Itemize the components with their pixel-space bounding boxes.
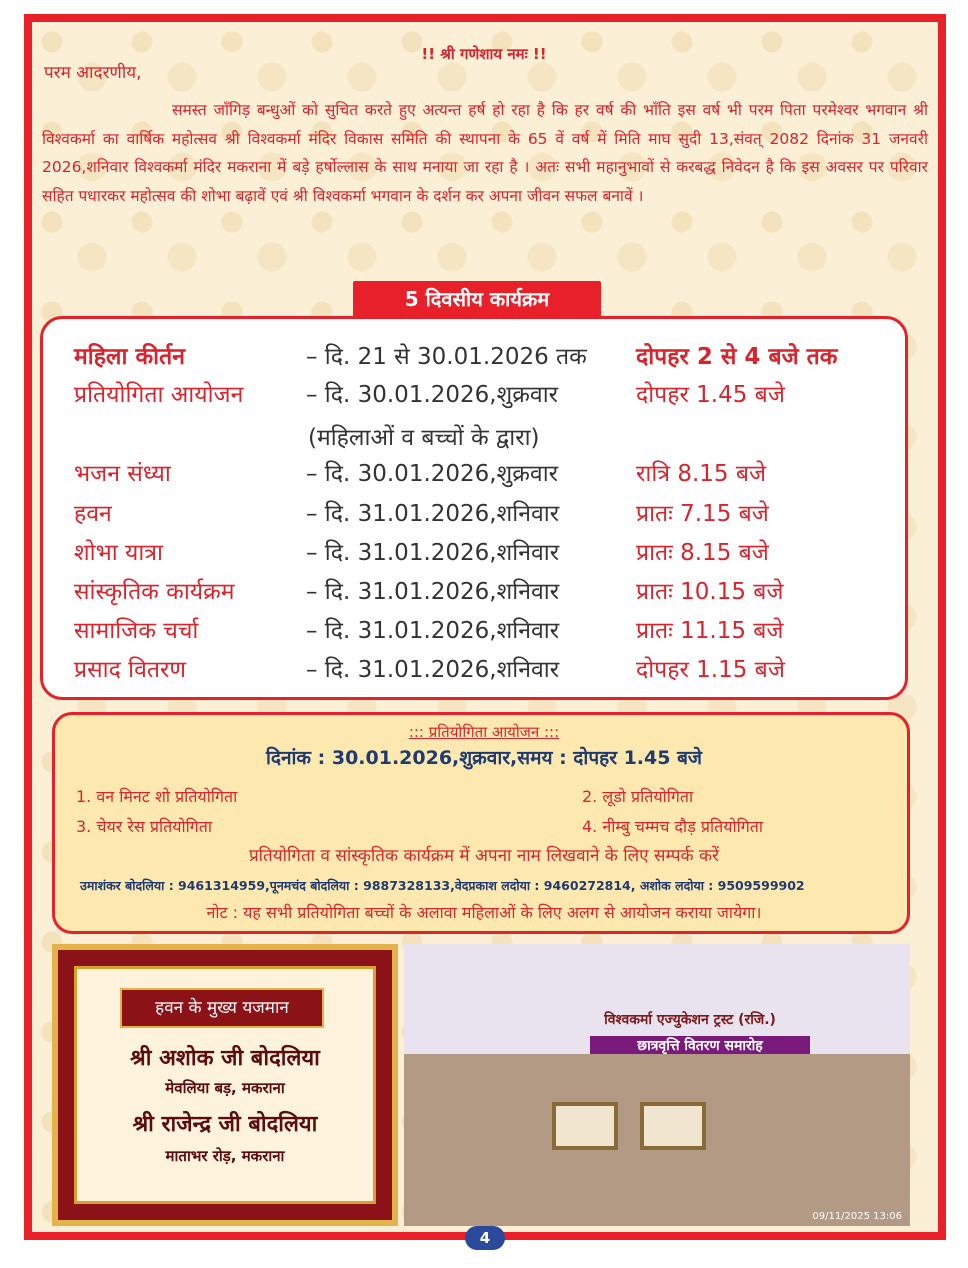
- event-time: दोपहर 1.15 बजे: [636, 657, 785, 683]
- competition-item: 1. वन मिनट शो प्रतियोगिता: [76, 787, 238, 806]
- event-date: – दि. 30.01.2026,शुक्रवार: [306, 461, 559, 487]
- intro-paragraph: समस्त जाँगिड़ बन्धुओं को सुचित करते हुए अत्यन्त हर्ष हो रहा है कि हर वर्ष की भाँति इस वर्ष भी परम पिता परमेश्वर भगवान श्री विश्वकर्मा का वार्षिक महोत्सव श्री विश्वकर्मा मंदिर विकास समिति की स्थापना के 65 वें वर्ष में मिति माघ सुदी 13,संवत् 2082 दिनांक 31 जनवरी 2026,शनिवार विश्वकर्मा मंदिर मकराना में बड़े हर्षोल्लास के साथ मनाया जा रहा है । अतः सभी महानुभावों से करबद्ध निवेदन है कि इस अवसर पर परिवार सहित पधारकर महोत्सव की शोभा बढ़ावें एवं श्री विश्वकर्मा भगवान के दर्शन कर अपना जीवन सफल बनावें ।: [42, 101, 928, 205]
- event-date: – दि. 30.01.2026,शुक्रवार: [306, 382, 559, 408]
- competition-note: नोट : यह सभी प्रतियोगिता बच्चों के अलावा महिलाओं के लिए अलग से आयोजन कराया जायेगा।: [206, 903, 762, 922]
- banner-title: विश्वकर्मा एज्युकेशन ट्रस्ट (रजि.): [604, 1012, 776, 1028]
- yajman-place: माताभर रोड़, मकराना: [165, 1147, 285, 1165]
- award-frame: [640, 1102, 706, 1150]
- yajman-card: [52, 944, 398, 1226]
- competition-heading: ::: प्रतियोगिता आयोजन :::: [408, 723, 560, 741]
- event-date: – दि. 31.01.2026,शनिवार: [306, 618, 560, 644]
- event-time: प्रातः 8.15 बजे: [636, 540, 769, 566]
- event-name: शोभा यात्रा: [74, 540, 163, 566]
- yajman-place: मेवलिया बड़, मकराना: [165, 1079, 285, 1097]
- event-time: प्रातः 11.15 बजे: [636, 618, 784, 644]
- event-date: – दि. 31.01.2026,शनिवार: [306, 579, 560, 605]
- yajman-title: हवन के मुख्य यजमान: [120, 988, 324, 1028]
- event-name: सामाजिक चर्चा: [74, 618, 199, 644]
- event-name: महिला कीर्तन: [74, 344, 185, 370]
- competition-item: 3. चेयर रेस प्रतियोगिता: [76, 817, 213, 836]
- event-date: – दि. 31.01.2026,शनिवार: [306, 657, 560, 683]
- event-time: दोपहर 2 से 4 बजे तक: [636, 344, 838, 370]
- event-time: प्रातः 10.15 बजे: [636, 579, 784, 605]
- event-date: – दि. 31.01.2026,शनिवार: [306, 540, 560, 566]
- competition-date: दिनांक : 30.01.2026,शुक्रवार,समय : दोपहर 1.45 बजे: [265, 747, 703, 769]
- event-photo: [404, 944, 910, 1226]
- event-name: प्रसाद वितरण: [74, 657, 187, 683]
- competition-subnote: (महिलाओं व बच्चों के द्वारा): [308, 425, 540, 451]
- event-name: प्रतियोगिता आयोजन: [74, 382, 244, 408]
- salutation: परम आदरणीय,: [44, 63, 142, 83]
- contact-note: प्रतियोगिता व सांस्कृतिक कार्यक्रम में अपना नाम लिखवाने के लिए सम्पर्क करें: [248, 846, 720, 866]
- yajman-name: श्री राजेन्द्र जी बोदलिया: [132, 1112, 318, 1137]
- photo-timestamp: 09/11/2025 13:06: [812, 1211, 902, 1222]
- event-time: रात्रि 8.15 बजे: [636, 461, 767, 487]
- event-date: – दि. 21 से 30.01.2026 तक: [306, 344, 587, 370]
- event-time: प्रातः 7.15 बजे: [636, 501, 769, 527]
- award-frame: [552, 1102, 618, 1150]
- event-name: सांस्कृतिक कार्यक्रम: [74, 579, 235, 605]
- banner-subtitle: छात्रवृत्ति वितरण समारोह: [590, 1036, 810, 1055]
- event-time: दोपहर 1.45 बजे: [636, 382, 785, 408]
- invocation: !! श्री गणेशाय नमः !!: [421, 45, 547, 63]
- yajman-name: श्री अशोक जी बोदलिया: [130, 1046, 320, 1071]
- contact-phones: उमाशंकर बोदलिया : 9461314959,पूनमचंद बोदलिया : 9887328133,वेदप्रकाश लदोया : 9460272814, अशोक लदोया : 9509599902: [80, 878, 805, 893]
- competition-item: 4. नीम्बु चम्मच दौड़ प्रतियोगिता: [582, 817, 764, 836]
- event-name: भजन संध्या: [74, 461, 171, 487]
- competition-item: 2. लूडो प्रतियोगिता: [582, 787, 694, 806]
- event-name: हवन: [74, 501, 112, 527]
- page-number: 4: [465, 1226, 505, 1250]
- program-title: 5 दिवसीय कार्यक्रम: [353, 281, 601, 317]
- event-date: – दि. 31.01.2026,शनिवार: [306, 501, 560, 527]
